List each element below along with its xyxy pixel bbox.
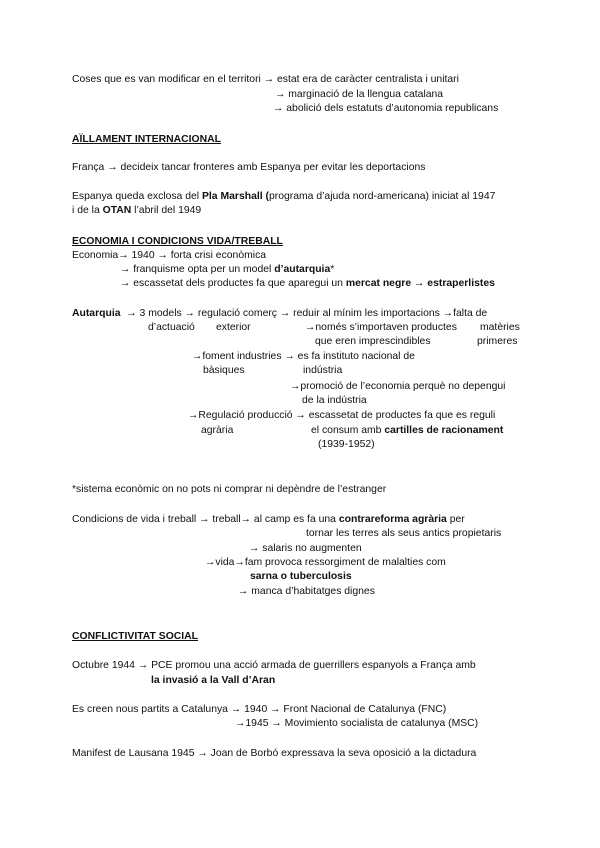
octubre-line-2: la invasió a la Vall d’Aran [151, 675, 276, 686]
territori-line-3: → abolició dels estatuts d’autonomia republicans [273, 103, 499, 114]
condicions-line-6: → manca d’habitatges dignes [238, 586, 375, 597]
autarquia-line-1: Autarquia → 3 models → regulació comerç → reduir al mínim les importacions →falta de [72, 308, 488, 319]
heading-economia: ECONOMIA I CONDICIONS VIDA/TREBALL [72, 236, 283, 247]
autarquia-agraria: agrària [201, 425, 234, 436]
autarquia-materies: matèries [480, 322, 520, 333]
economia-line-3: → escassetat dels productes fa que aparegui un mercat negre → estraperlistes [120, 278, 495, 289]
autarquia-basiques: bàsiques [203, 365, 245, 376]
autarquia-exterior: exterior [216, 322, 251, 333]
autarquia-industria: indústria [303, 365, 343, 376]
autarquia-importaven: →només s’importaven productes [305, 322, 457, 333]
economia-line-2: → franquisme opta per un model d’autarquia* [120, 264, 335, 275]
condicions-line-4: →vida→fam provoca ressorgiment de malalties com [205, 557, 446, 568]
manifest-line: Manifest de Lausana 1945 → Joan de Borbó expressava la seva oposició a la dictadura [72, 748, 477, 759]
condicions-line-1: Condicions de vida i treball → treball→ al camp es fa una contrareforma agrària per [72, 514, 465, 525]
autarquia-foment: →foment industries → es fa instituto nacional de [192, 351, 415, 362]
territori-line-2: → marginació de la llengua catalana [275, 89, 444, 100]
economia-line-1: Economia→ 1940 → forta crisi econòmica [72, 250, 267, 261]
partits-line-1: Es creen nous partits a Catalunya → 1940 → Front Nacional de Catalunya (FNC) [72, 704, 447, 715]
espanya-line-1: Espanya queda exclosa del Pla Marshall (programa d’ajuda nord-americana) iniciat al 1947 [72, 191, 496, 202]
autarquia-imprescindibles: que eren imprescindibles [315, 336, 431, 347]
autarquia-cartilles: el consum amb cartilles de racionament [311, 425, 504, 436]
autarquia-de-la-industria: de la indústria [302, 395, 367, 406]
franca-line: França → decideix tancar fronteres amb Espanya per evitar les deportacions [72, 162, 426, 173]
condicions-line-2: tornar les terres als seus antics propietaris [306, 528, 502, 539]
autarquia-primeres: primeres [477, 336, 518, 347]
condicions-line-5: sarna o tuberculosis [250, 571, 352, 582]
autarquia-promocio: →promoció de l’economia perquè no depengui [290, 381, 506, 392]
espanya-line-2: i de la OTAN l’abril del 1949 [72, 205, 202, 216]
condicions-line-3: → salaris no augmenten [249, 543, 362, 554]
octubre-line-1: Octubre 1944 → PCE promou una acció armada de guerrillers espanyols a França amb [72, 660, 476, 671]
autarquia-actuacio: d’actuació [148, 322, 195, 333]
heading-conflictivitat: CONFLICTIVITAT SOCIAL [72, 631, 199, 642]
territori-line-1: Coses que es van modificar en el territori → estat era de caràcter centralista i unitari [72, 74, 459, 85]
heading-aillament: AÏLLAMENT INTERNACIONAL [72, 134, 221, 145]
autarquia-dates: (1939-1952) [318, 439, 375, 450]
footnote-autarquia: *sistema econòmic on no pots ni comprar ni depèndre de l’estranger [72, 484, 387, 495]
autarquia-regulacio: →Regulació producció → escassetat de productes fa que es reguli [188, 410, 496, 421]
partits-line-2: →1945 → Movimiento socialista de catalunya (MSC) [235, 718, 479, 729]
